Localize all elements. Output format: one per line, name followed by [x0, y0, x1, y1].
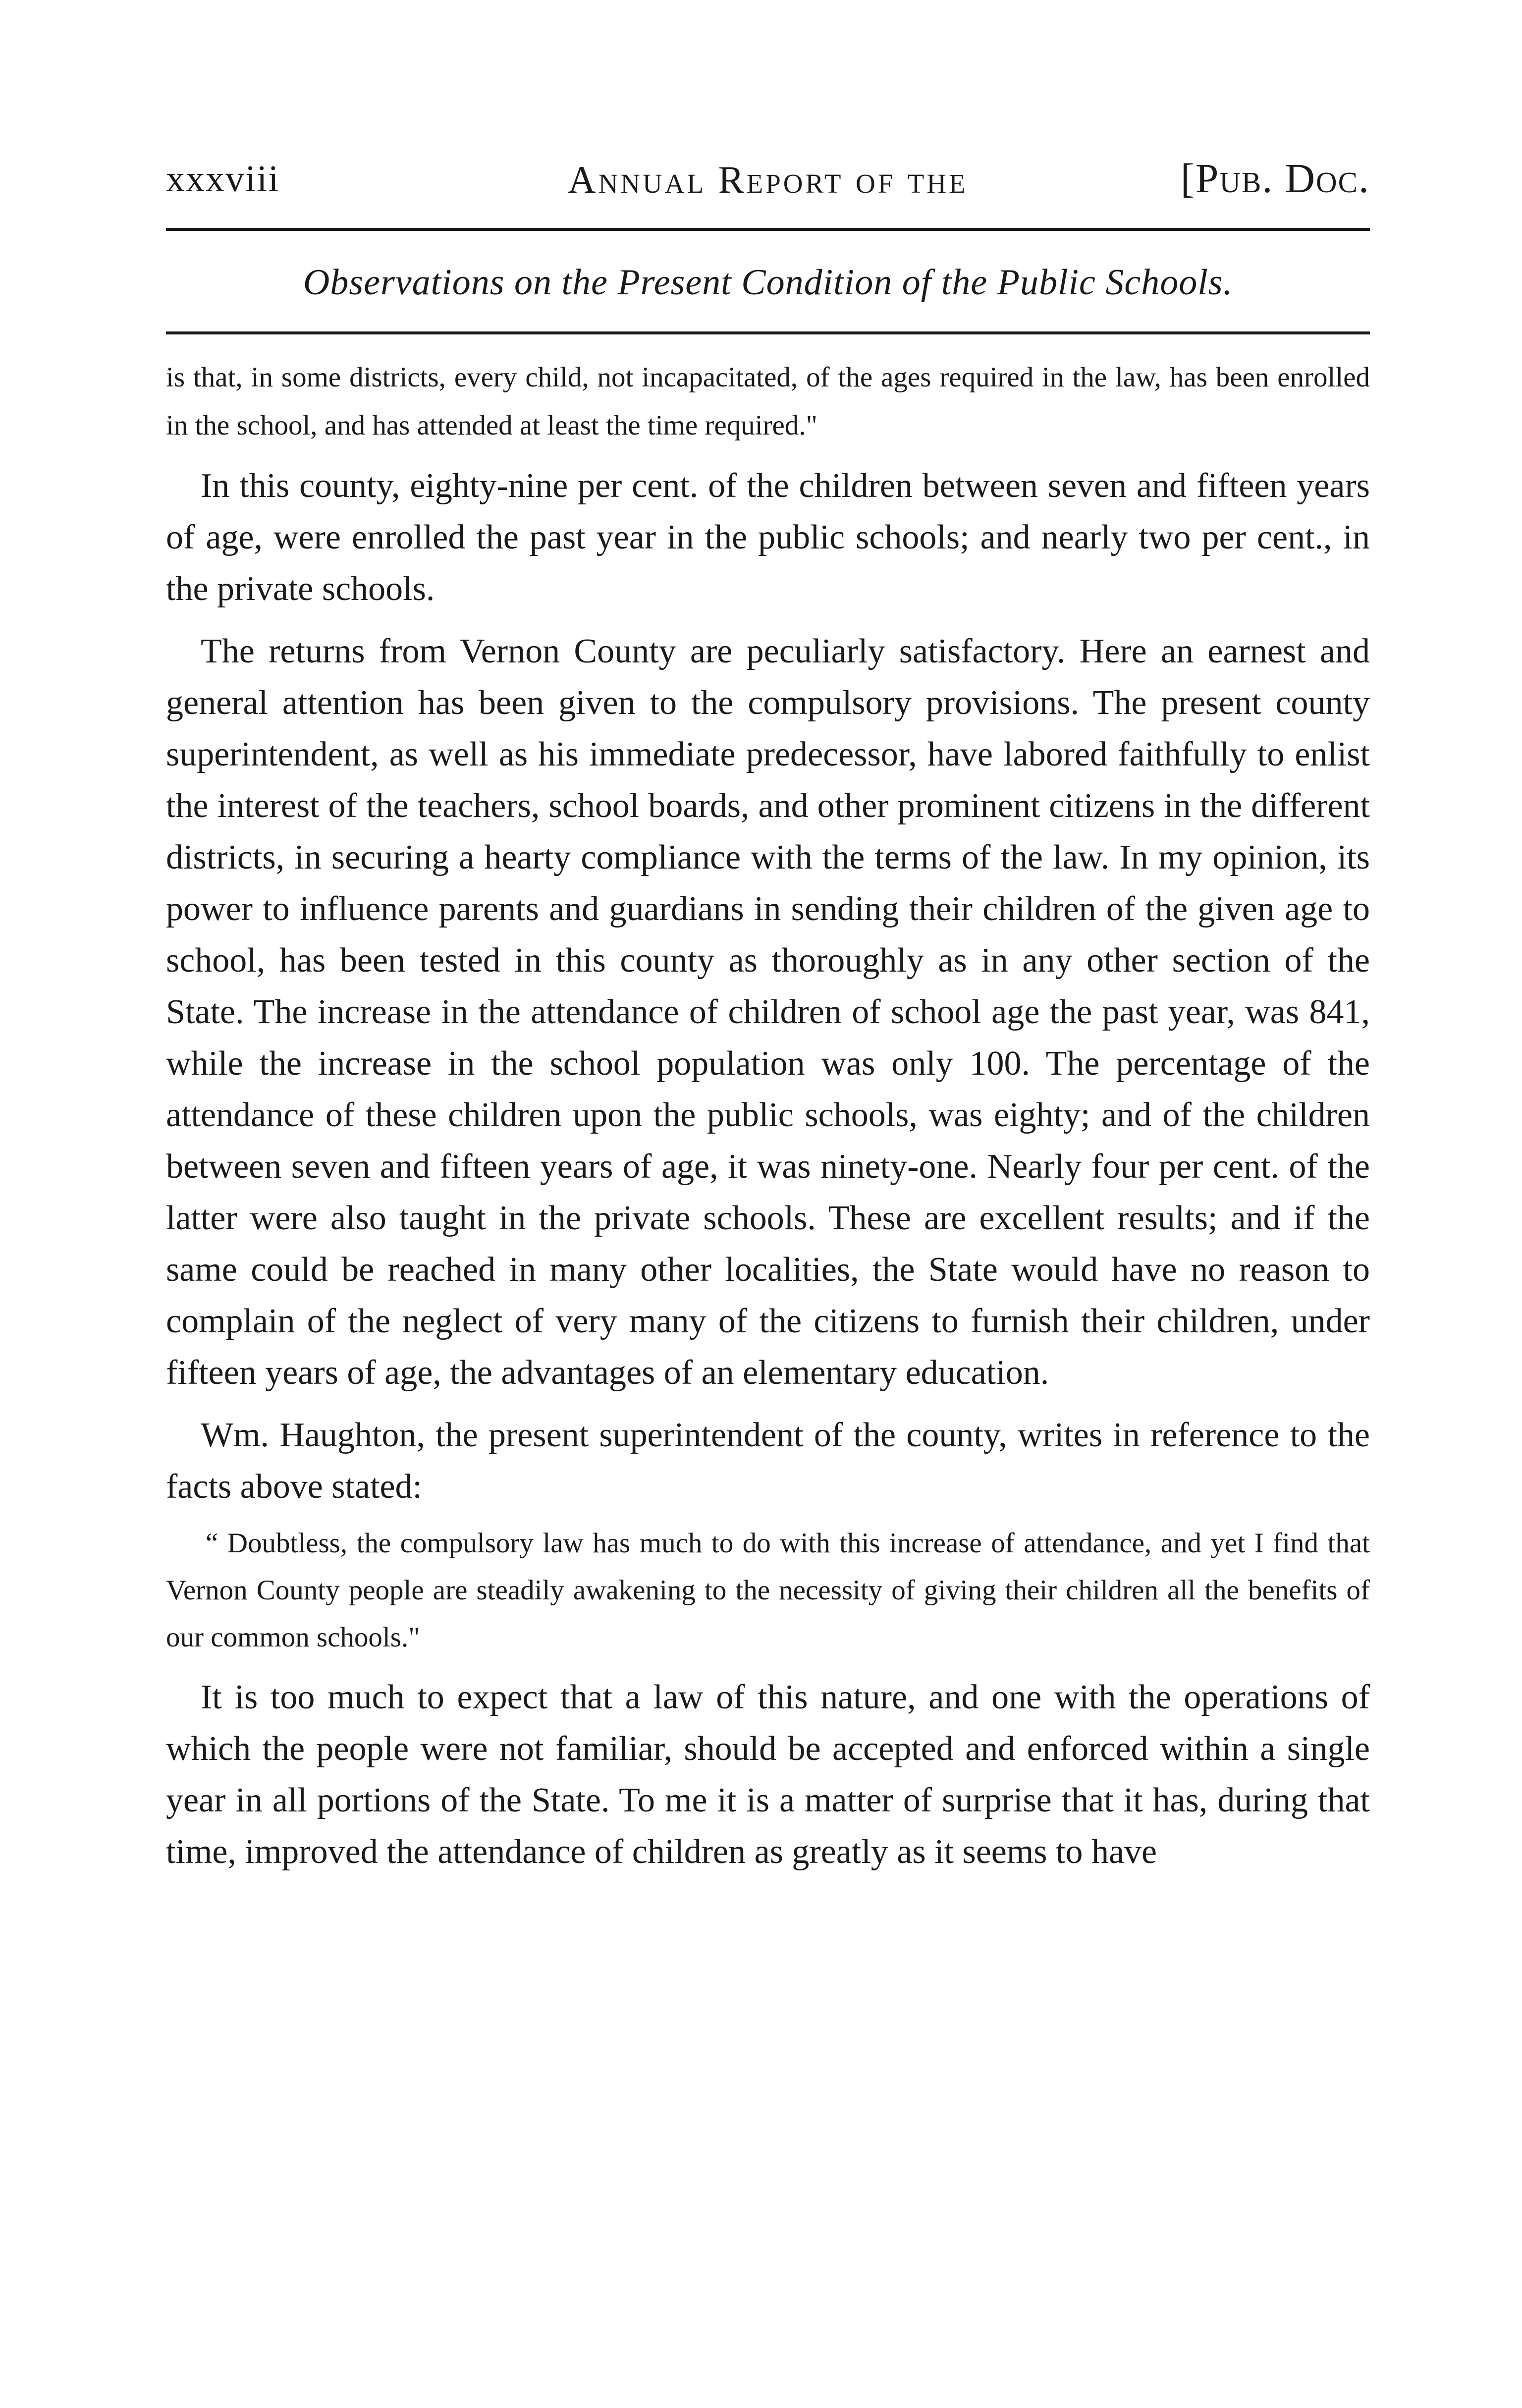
running-title: Annual Report of the	[568, 158, 968, 201]
section-heading: Observations on the Present Condition of the Public Schools.	[303, 262, 1233, 303]
document-marker: [Pub. Doc.	[1180, 156, 1370, 202]
body-paragraph: The returns from Vernon County are peculiarly satisfactory. Here an earnest and general attention has been given to the compulsory provisions. The present county superintendent, as well as his immediate predecessor, have labored faithfully to enlist the interest of the teachers, school boards, and other prominent citizens in the different districts, in securing a hearty compliance with the terms of the law. In my opinion, its power to influence parents and guardians in sending their children of the given age to school, has been tested in this county as thoroughly as in any other section of the State. The increase in the attendance of children of school age the past year, was 841, while the increase in the school population was only 100. The percentage of the attendance of these children upon the public schools, was eighty; and of the children between seven and fifteen years of age, it was ninety-one. Nearly four per cent. of the latter were also taught in the private schools. These are excellent results; and if the same could be reached in many other localities, the State would have no reason to complain of the neglect of very many of the citizens to furnish their children, under fifteen years of age, the advantages of an elementary education.	[166, 632, 1370, 1392]
body-paragraph: It is too much to expect that a law of this nature, and one with the operations of which the people were not familiar, should be accepted and enforced within a single year in all portions of the State. To me it is a matter of surprise that it has, during that time, improved the attendance of children as greatly as it seems to have	[166, 1678, 1370, 1871]
running-header	[166, 144, 1370, 203]
block-quote: “ Doubtless, the compulsory law has much to do with this increase of attendance, and yet I find that Vernon County people are steadily awakening to the necessity of giving their children all the benefits of our common schools."	[166, 1528, 1370, 1653]
document-page	[166, 144, 1370, 1878]
bottom-rule	[166, 331, 1370, 334]
page-number: xxxviii	[166, 158, 280, 200]
body-paragraph: In this county, eighty-nine per cent. of the children between seven and fifteen years of age, were enrolled the past year in the public schools; and nearly two per cent., in the private schools.	[166, 467, 1370, 608]
body-paragraph: Wm. Haughton, the present superintendent of the county, writes in reference to the facts above stated:	[166, 1416, 1370, 1506]
body-text	[166, 353, 1370, 1878]
continued-quote-paragraph: is that, in some districts, every child, not incapacitated, of the ages required in the law, has been enrolled in the school, and has attended at least the time required."	[166, 362, 1370, 441]
